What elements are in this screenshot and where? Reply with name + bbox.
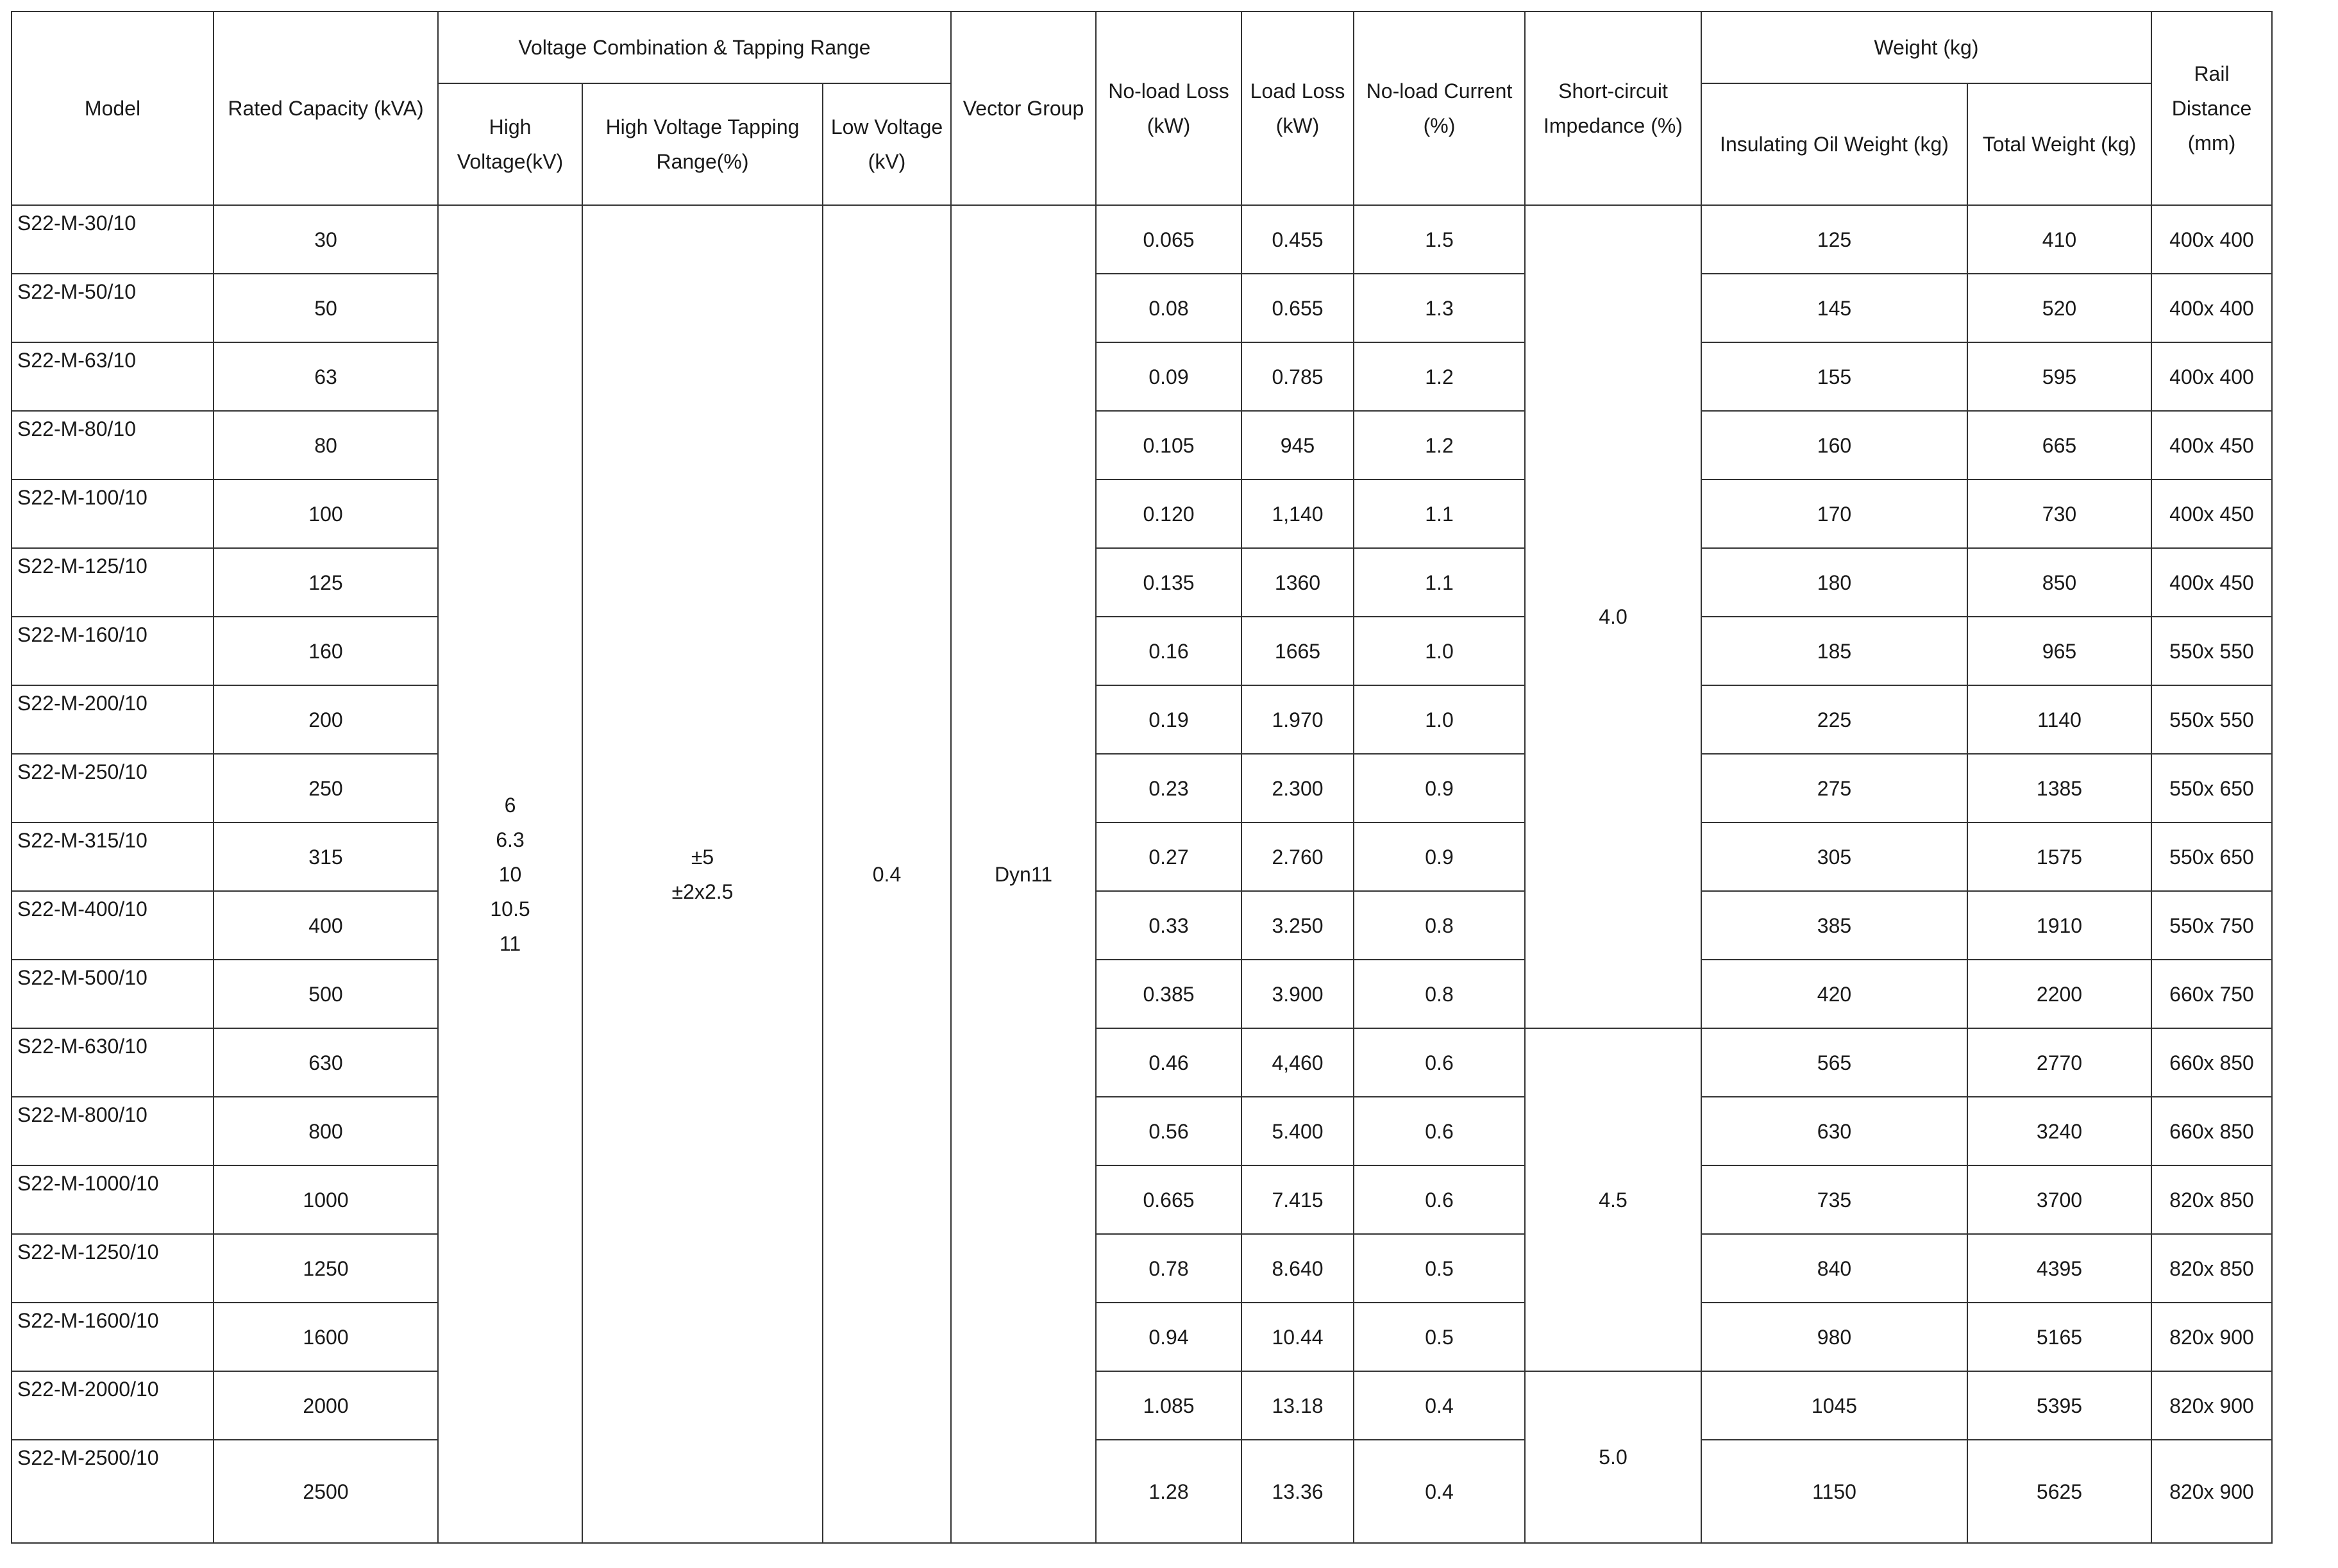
- rail-distance-cell: 550x 550: [2151, 685, 2272, 754]
- rail-distance-cell: 400x 400: [2151, 342, 2272, 411]
- load-loss-cell: 3.900: [1241, 960, 1354, 1028]
- rail-distance-cell: 820x 850: [2151, 1165, 2272, 1234]
- table-row: [12, 822, 2272, 891]
- hv-tapping-value: ±5: [691, 845, 714, 869]
- rail-distance-cell: 400x 400: [2151, 205, 2272, 274]
- table-row: [12, 1371, 2272, 1440]
- vector-group-cell: Dyn11: [951, 205, 1096, 1543]
- rated-capacity-cell: 1000: [214, 1165, 438, 1234]
- high-voltage-cell: [438, 205, 582, 1543]
- rated-capacity-cell: 160: [214, 617, 438, 685]
- total-weight-cell: 2770: [1967, 1028, 2151, 1097]
- total-weight-cell: 5165: [1967, 1303, 2151, 1371]
- rated-capacity-cell: 50: [214, 274, 438, 342]
- rated-capacity-cell: 315: [214, 822, 438, 891]
- high-voltage-value: 11: [499, 931, 521, 955]
- load-loss-cell: 8.640: [1241, 1234, 1354, 1303]
- rail-distance-cell: 400x 450: [2151, 548, 2272, 617]
- no-load-loss-cell: 0.09: [1096, 342, 1241, 411]
- total-weight-cell: 1385: [1967, 754, 2151, 822]
- no-load-loss-cell: 0.27: [1096, 822, 1241, 891]
- rated-capacity-cell: 1600: [214, 1303, 438, 1371]
- model-cell: S22-M-315/10: [12, 822, 214, 891]
- rated-capacity-cell: 630: [214, 1028, 438, 1097]
- rail-distance-cell: 400x 400: [2151, 274, 2272, 342]
- insulating-oil-weight-cell: 125: [1701, 205, 1967, 274]
- high-voltage-value: 6.3: [496, 828, 525, 851]
- transformer-spec-table: [11, 11, 2273, 1544]
- no-load-loss-cell: 0.23: [1096, 754, 1241, 822]
- high-voltage-value: 6: [504, 793, 516, 817]
- insulating-oil-weight-cell: 160: [1701, 411, 1967, 480]
- rail-distance-cell: 820x 900: [2151, 1371, 2272, 1440]
- no-load-loss-cell: 0.135: [1096, 548, 1241, 617]
- model-cell: S22-M-1600/10: [12, 1303, 214, 1371]
- total-weight-cell: 1140: [1967, 685, 2151, 754]
- load-loss-cell: 13.18: [1241, 1371, 1354, 1440]
- no-load-current-cell: 1.3: [1354, 274, 1525, 342]
- total-weight-cell: 1575: [1967, 822, 2151, 891]
- load-loss-cell: 7.415: [1241, 1165, 1354, 1234]
- no-load-current-cell: 1.0: [1354, 685, 1525, 754]
- total-weight-cell: 3700: [1967, 1165, 2151, 1234]
- rail-distance-cell: 660x 850: [2151, 1097, 2272, 1165]
- table-row: [12, 411, 2272, 480]
- table-row: [12, 960, 2272, 1028]
- table-row: [12, 617, 2272, 685]
- model-cell: S22-M-630/10: [12, 1028, 214, 1097]
- no-load-current-cell: 0.8: [1354, 891, 1525, 960]
- load-loss-cell: 4,460: [1241, 1028, 1354, 1097]
- insulating-oil-weight-cell: 185: [1701, 617, 1967, 685]
- model-cell: S22-M-250/10: [12, 754, 214, 822]
- model-cell: S22-M-100/10: [12, 480, 214, 548]
- total-weight-cell: 410: [1967, 205, 2151, 274]
- model-cell: S22-M-800/10: [12, 1097, 214, 1165]
- table-row: [12, 1165, 2272, 1234]
- rated-capacity-cell: 250: [214, 754, 438, 822]
- no-load-loss-cell: 0.56: [1096, 1097, 1241, 1165]
- total-weight-cell: 2200: [1967, 960, 2151, 1028]
- rail-distance-cell: 400x 450: [2151, 411, 2272, 480]
- table-row: [12, 342, 2272, 411]
- insulating-oil-weight-cell: 980: [1701, 1303, 1967, 1371]
- table-row: [12, 480, 2272, 548]
- header-voltage-combination: Voltage Combination & Tapping Range: [438, 12, 951, 83]
- load-loss-cell: 2.760: [1241, 822, 1354, 891]
- load-loss-cell: 10.44: [1241, 1303, 1354, 1371]
- model-cell: S22-M-2500/10: [12, 1440, 214, 1543]
- rated-capacity-cell: 500: [214, 960, 438, 1028]
- no-load-loss-cell: 1.085: [1096, 1371, 1241, 1440]
- insulating-oil-weight-cell: 170: [1701, 480, 1967, 548]
- insulating-oil-weight-cell: 275: [1701, 754, 1967, 822]
- short-circuit-impedance-cell: 4.5: [1525, 1028, 1701, 1371]
- header-hv-tapping-range: High Voltage Tapping Range(%): [582, 83, 823, 205]
- header-short-circuit-impedance: Short-circuit Impedance (%): [1525, 12, 1701, 205]
- no-load-loss-cell: 0.33: [1096, 891, 1241, 960]
- rated-capacity-cell: 200: [214, 685, 438, 754]
- model-cell: S22-M-1250/10: [12, 1234, 214, 1303]
- no-load-current-cell: 1.1: [1354, 480, 1525, 548]
- header-rail-distance: Rail Distance (mm): [2151, 12, 2272, 205]
- model-cell: S22-M-30/10: [12, 205, 214, 274]
- rail-distance-cell: 660x 850: [2151, 1028, 2272, 1097]
- high-voltage-value: 10.5: [490, 897, 530, 921]
- load-loss-cell: 1665: [1241, 617, 1354, 685]
- table-row: [12, 274, 2272, 342]
- hv-tapping-value: ±2x2.5: [671, 880, 734, 903]
- header-rated-capacity: Rated Capacity (kVA): [214, 12, 438, 205]
- rated-capacity-cell: 800: [214, 1097, 438, 1165]
- hv-tapping-range-cell: [582, 205, 823, 1543]
- load-loss-cell: 3.250: [1241, 891, 1354, 960]
- rail-distance-cell: 550x 750: [2151, 891, 2272, 960]
- load-loss-cell: 13.36: [1241, 1440, 1354, 1543]
- insulating-oil-weight-cell: 305: [1701, 822, 1967, 891]
- header-total-weight: Total Weight (kg): [1967, 83, 2151, 205]
- insulating-oil-weight-cell: 155: [1701, 342, 1967, 411]
- load-loss-cell: 0.455: [1241, 205, 1354, 274]
- rated-capacity-cell: 1250: [214, 1234, 438, 1303]
- header-insulating-oil-weight: Insulating Oil Weight (kg): [1701, 83, 1967, 205]
- model-cell: S22-M-80/10: [12, 411, 214, 480]
- load-loss-cell: 5.400: [1241, 1097, 1354, 1165]
- table-row: [12, 205, 2272, 274]
- total-weight-cell: 665: [1967, 411, 2151, 480]
- no-load-loss-cell: 0.16: [1096, 617, 1241, 685]
- no-load-current-cell: 1.2: [1354, 411, 1525, 480]
- header-weight: Weight (kg): [1701, 12, 2151, 83]
- model-cell: S22-M-1000/10: [12, 1165, 214, 1234]
- no-load-current-cell: 0.6: [1354, 1165, 1525, 1234]
- rail-distance-cell: 550x 550: [2151, 617, 2272, 685]
- table-row: [12, 1440, 2272, 1543]
- insulating-oil-weight-cell: 225: [1701, 685, 1967, 754]
- rail-distance-cell: 820x 900: [2151, 1303, 2272, 1371]
- insulating-oil-weight-cell: 180: [1701, 548, 1967, 617]
- load-loss-cell: 1360: [1241, 548, 1354, 617]
- header-row-1: [12, 12, 2272, 83]
- insulating-oil-weight-cell: 1045: [1701, 1371, 1967, 1440]
- rated-capacity-cell: 30: [214, 205, 438, 274]
- no-load-loss-cell: 0.19: [1096, 685, 1241, 754]
- no-load-current-cell: 0.8: [1354, 960, 1525, 1028]
- rated-capacity-cell: 2500: [214, 1440, 438, 1543]
- short-circuit-impedance-cell: 4.0: [1525, 205, 1701, 1028]
- no-load-loss-cell: 0.065: [1096, 205, 1241, 274]
- table-row: [12, 1028, 2272, 1097]
- no-load-current-cell: 1.5: [1354, 205, 1525, 274]
- rail-distance-cell: 820x 900: [2151, 1440, 2272, 1543]
- low-voltage-cell: 0.4: [823, 205, 951, 1543]
- no-load-current-cell: 0.6: [1354, 1028, 1525, 1097]
- rated-capacity-cell: 100: [214, 480, 438, 548]
- total-weight-cell: 4395: [1967, 1234, 2151, 1303]
- table-row: [12, 1097, 2272, 1165]
- total-weight-cell: 965: [1967, 617, 2151, 685]
- no-load-current-cell: 0.5: [1354, 1303, 1525, 1371]
- no-load-loss-cell: 0.08: [1096, 274, 1241, 342]
- rail-distance-cell: 550x 650: [2151, 822, 2272, 891]
- model-cell: S22-M-400/10: [12, 891, 214, 960]
- header-vector-group: Vector Group: [951, 12, 1096, 205]
- total-weight-cell: 595: [1967, 342, 2151, 411]
- no-load-current-cell: 0.5: [1354, 1234, 1525, 1303]
- no-load-current-cell: 0.9: [1354, 822, 1525, 891]
- no-load-loss-cell: 0.120: [1096, 480, 1241, 548]
- rail-distance-cell: 400x 450: [2151, 480, 2272, 548]
- header-no-load-current: No-load Current (%): [1354, 12, 1525, 205]
- model-cell: S22-M-63/10: [12, 342, 214, 411]
- insulating-oil-weight-cell: 1150: [1701, 1440, 1967, 1543]
- model-cell: S22-M-200/10: [12, 685, 214, 754]
- no-load-current-cell: 0.4: [1354, 1371, 1525, 1440]
- insulating-oil-weight-cell: 145: [1701, 274, 1967, 342]
- model-cell: S22-M-2000/10: [12, 1371, 214, 1440]
- load-loss-cell: 0.785: [1241, 342, 1354, 411]
- header-load-loss: Load Loss (kW): [1241, 12, 1354, 205]
- no-load-current-cell: 0.4: [1354, 1440, 1525, 1543]
- rated-capacity-cell: 400: [214, 891, 438, 960]
- rail-distance-cell: 550x 650: [2151, 754, 2272, 822]
- no-load-current-cell: 1.0: [1354, 617, 1525, 685]
- table-row: [12, 685, 2272, 754]
- no-load-loss-cell: 0.385: [1096, 960, 1241, 1028]
- insulating-oil-weight-cell: 735: [1701, 1165, 1967, 1234]
- table-row: [12, 1234, 2272, 1303]
- insulating-oil-weight-cell: 420: [1701, 960, 1967, 1028]
- table-row: [12, 1303, 2272, 1371]
- no-load-current-cell: 1.2: [1354, 342, 1525, 411]
- rated-capacity-cell: 125: [214, 548, 438, 617]
- table-row: [12, 548, 2272, 617]
- model-cell: S22-M-160/10: [12, 617, 214, 685]
- no-load-loss-cell: 0.94: [1096, 1303, 1241, 1371]
- total-weight-cell: 1910: [1967, 891, 2151, 960]
- rated-capacity-cell: 80: [214, 411, 438, 480]
- load-loss-cell: 0.655: [1241, 274, 1354, 342]
- total-weight-cell: 520: [1967, 274, 2151, 342]
- total-weight-cell: 5395: [1967, 1371, 2151, 1440]
- load-loss-cell: 2.300: [1241, 754, 1354, 822]
- short-circuit-impedance-cell: 5.0: [1525, 1371, 1701, 1543]
- model-cell: S22-M-50/10: [12, 274, 214, 342]
- insulating-oil-weight-cell: 385: [1701, 891, 1967, 960]
- rail-distance-cell: 660x 750: [2151, 960, 2272, 1028]
- model-cell: S22-M-500/10: [12, 960, 214, 1028]
- no-load-loss-cell: 0.46: [1096, 1028, 1241, 1097]
- no-load-loss-cell: 0.665: [1096, 1165, 1241, 1234]
- header-no-load-loss: No-load Loss (kW): [1096, 12, 1241, 205]
- total-weight-cell: 3240: [1967, 1097, 2151, 1165]
- insulating-oil-weight-cell: 630: [1701, 1097, 1967, 1165]
- no-load-loss-cell: 0.78: [1096, 1234, 1241, 1303]
- model-cell: S22-M-125/10: [12, 548, 214, 617]
- table-row: [12, 891, 2272, 960]
- header-model: Model: [12, 12, 214, 205]
- total-weight-cell: 730: [1967, 480, 2151, 548]
- load-loss-cell: 1.970: [1241, 685, 1354, 754]
- load-loss-cell: 1,140: [1241, 480, 1354, 548]
- high-voltage-value: 10: [498, 862, 522, 886]
- header-high-voltage: High Voltage(kV): [438, 83, 582, 205]
- load-loss-cell: 945: [1241, 411, 1354, 480]
- no-load-current-cell: 0.9: [1354, 754, 1525, 822]
- rated-capacity-cell: 2000: [214, 1371, 438, 1440]
- total-weight-cell: 850: [1967, 548, 2151, 617]
- table-row: [12, 754, 2272, 822]
- rail-distance-cell: 820x 850: [2151, 1234, 2272, 1303]
- no-load-loss-cell: 0.105: [1096, 411, 1241, 480]
- no-load-loss-cell: 1.28: [1096, 1440, 1241, 1543]
- no-load-current-cell: 1.1: [1354, 548, 1525, 617]
- insulating-oil-weight-cell: 565: [1701, 1028, 1967, 1097]
- header-low-voltage: Low Voltage (kV): [823, 83, 951, 205]
- no-load-current-cell: 0.6: [1354, 1097, 1525, 1165]
- total-weight-cell: 5625: [1967, 1440, 2151, 1543]
- rated-capacity-cell: 63: [214, 342, 438, 411]
- insulating-oil-weight-cell: 840: [1701, 1234, 1967, 1303]
